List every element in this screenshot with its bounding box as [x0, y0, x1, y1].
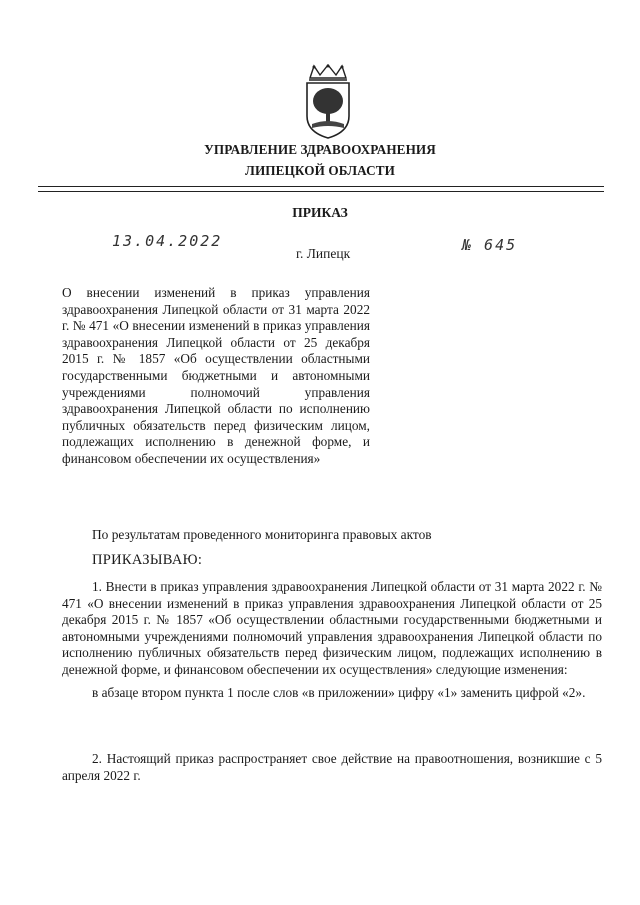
paragraph-1-sub: в абзаце втором пункта 1 после слов «в приложении» цифру «1» заменить цифрой «2».	[92, 685, 586, 700]
document-title: О внесении изменений в приказ управления здравоохранения Липецкой области от 31 марта 2022 г. № 471 «О внесении изменений в приказ управления здравоохранения Липецкой области от 25 декабря 2015 г. № 1857 «Об осуществлении областными государственными бюджетными и автономными учреждениями полномочий управления здравоохранения Липецкой области по исполнению публичных обязательств перед физическим лицом, подлежащих исполнению в денежной форме, и финансовом обеспечении их осуществления»	[62, 285, 370, 466]
header-divider-bottom	[38, 191, 604, 192]
handwritten-date: 13.04.2022	[112, 232, 223, 250]
preamble: По результатам проведенного мониторинга правовых актов	[92, 527, 432, 542]
org-name-line2: ЛИПЕЦКОЙ ОБЛАСТИ	[245, 163, 395, 178]
order-word: ПРИКАЗЫВАЮ:	[92, 552, 203, 568]
paragraph-2: 2. Настоящий приказ распространяет свое действие на правоотношения, возникшие с 5 апреля 2022 г.	[62, 751, 602, 783]
header-divider-top	[38, 186, 604, 187]
paragraph-1: 1. Внести в приказ управления здравоохранения Липецкой области от 31 марта 2022 г. № 471 «О внесении изменений в приказ управления здравоохранения Липецкой области от 25 декабря 2015 г. № 1857 «Об осуществлении областными государственными бюджетными и автономными учреждениями полномочий управления здравоохранения Липецкой области по исполнению публичных обязательств перед физическим лицом, подлежащих исполнению в денежной форме, и финансовом обеспечении их осуществления» следующие изменения:	[62, 579, 602, 677]
document-city: г. Липецк	[296, 246, 351, 261]
org-name-line1: УПРАВЛЕНИЕ ЗДРАВООХРАНЕНИЯ	[204, 142, 436, 157]
handwritten-number: № 645	[462, 236, 518, 254]
lipetsk-coat-of-arms-icon	[302, 64, 354, 140]
document-type: ПРИКАЗ	[292, 205, 348, 220]
